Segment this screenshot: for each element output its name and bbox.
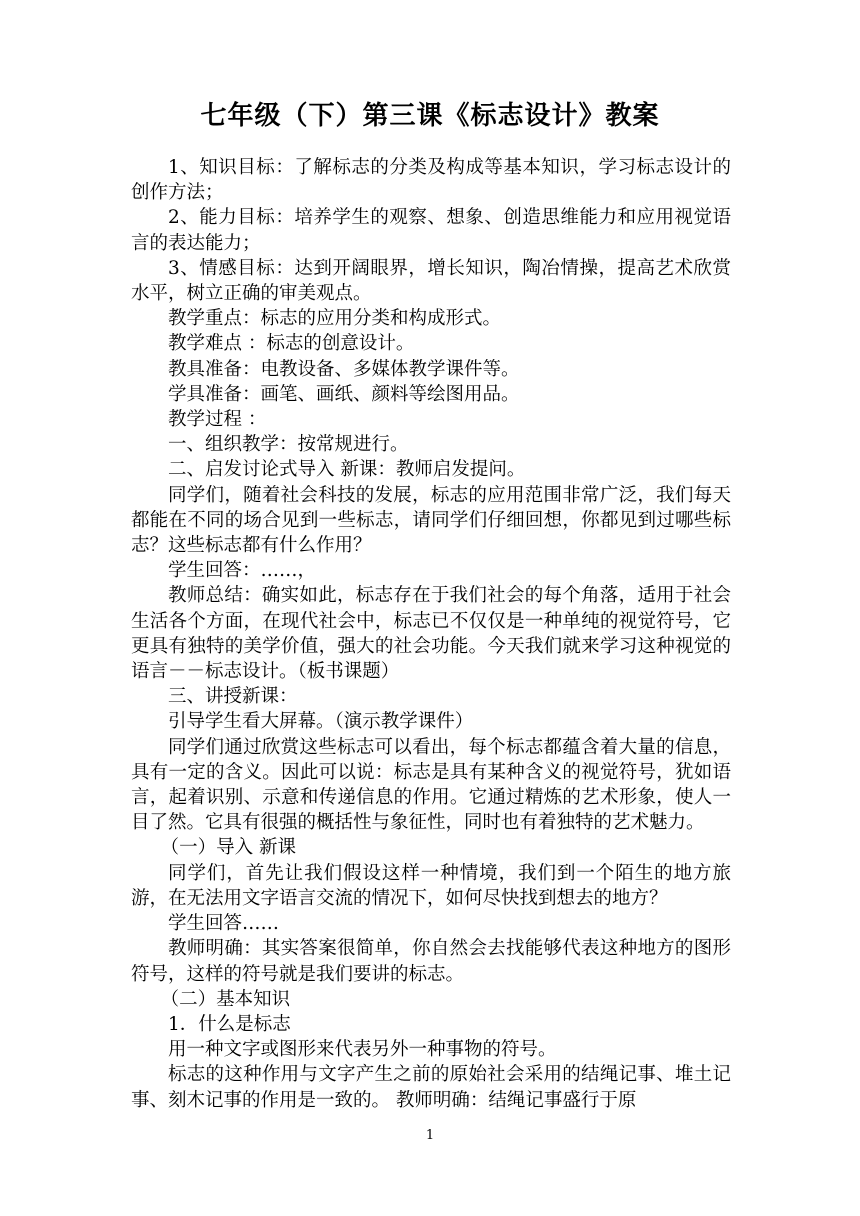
paragraph-ability-goal: 2、能力目标：培养学生的观察、想象、创造思维能力和应用视觉语言的表达能力； [131,207,731,254]
paragraph-student-answer: 学生回答：……， [168,560,317,582]
paragraph-teacher-question: 同学们，随着社会科技的发展，标志的应用范围非常广泛，我们每天都能在不同的场合见到一些标志，请同学们仔细回想，你都见到过哪些标志？这些标志都有什么作用？ [131,484,731,557]
paragraph-new-lesson: 三、讲授新课： [168,686,298,708]
document-body [131,155,731,1113]
paragraph-difficult-point: 教学难点 ：标志的创意设计。 [168,333,415,355]
paragraph-section-two: （二）基本知识 [160,988,291,1010]
paragraph-teaching-aids: 教具准备：电教设备、多媒体教学课件等。 [168,358,520,380]
paragraph-organize-teaching: 一、组织教学：按常规进行。 [168,434,409,456]
document-title: 七年级（下）第三课《标志设计》教案 [200,101,660,131]
paragraph-introduction: 二、启发讨论式导入 新课：教师启发提问。 [168,459,526,481]
paragraph-teacher-clarify: 教师明确：其实答案很简单，你自然会去找能够代表这种地方的图形符号，这样的符号就是我们要讲的标志。 [131,938,731,985]
paragraph-what-is-logo: 1．什么是标志 [168,1013,291,1035]
paragraph-screen-guide: 引导学生看大屏幕。（演示教学课件） [168,711,474,733]
paragraph-key-point: 教学重点：标志的应用分类和构成形式。 [168,308,502,330]
paragraph-knowledge-goal: 1、知识目标：了解标志的分类及构成等基本知识，学习标志设计的创作方法； [131,157,731,204]
paragraph-logo-history: 标志的这种作用与文字产生之前的原始社会采用的结绳记事、堆土记事、刻木记事的作用是一致的。 教师明确：结绳记事盛行于原 [131,1064,731,1111]
paragraph-student-tools: 学具准备：画笔、画纸、颜料等绘图用品。 [168,383,520,405]
paragraph-scenario: 同学们，首先让我们假设这样一种情境，我们到一个陌生的地方旅游，在无法用文字语言交流的情况下，如何尽快找到想去的地方？ [131,862,731,909]
paragraph-logo-appreciation: 同学们通过欣赏这些标志可以看出，每个标志都蕴含着大量的信息，具有一定的含义。因此可以说：标志是具有某种含义的视觉符号，犹如语言，起着识别、示意和传递信息的作用。它通过精炼的艺术形象，使人一目了然。它具有很强的概括性与象征性，同时也有着独特的艺术魅力。 [131,736,731,834]
paragraph-logo-definition: 用一种文字或图形来代表另外一种事物的符号。 [168,1039,557,1061]
paragraph-teacher-summary: 教师总结：确实如此，标志存在于我们社会的每个角落，适用于社会生活各个方面，在现代社会中，标志已不仅仅是一种单纯的视觉符号，它更具有独特的美学价值，强大的社会功能。今天我们就来学习这种视觉的语言－－标志设计。（板书课题） [131,585,731,683]
paragraph-teaching-process: 教学过程 ： [168,409,267,431]
paragraph-student-answer-2: 学生回答…… [168,913,280,935]
page-number: 1 [425,1128,435,1143]
paragraph-emotion-goal: 3、情感目标：达到开阔眼界，增长知识，陶冶情操，提高艺术欣赏水平，树立正确的审美观点。 [131,257,731,305]
paragraph-section-one: （一）导入 新课 [160,837,296,859]
